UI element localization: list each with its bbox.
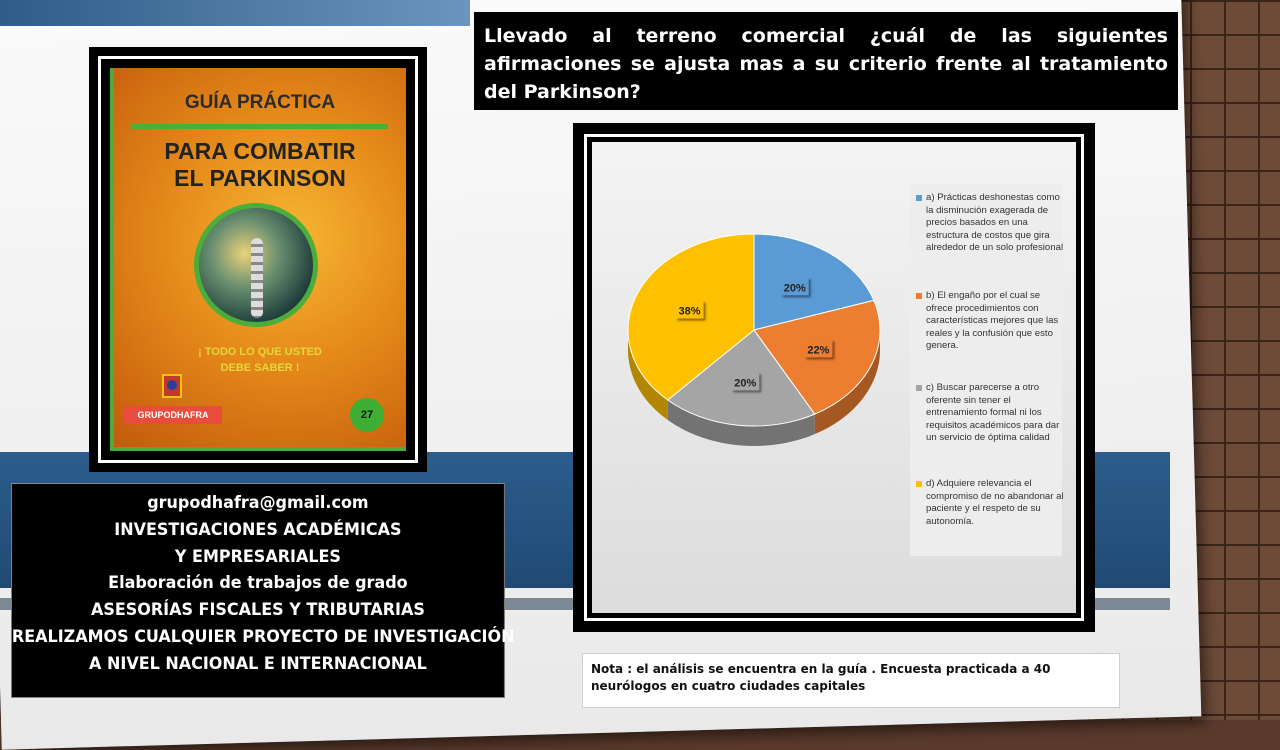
pie-label-a — [781, 277, 809, 295]
svg-text:20%: 20% — [783, 282, 806, 295]
book-title-line-2: EL PARKINSON — [174, 165, 346, 191]
contact-line-1: INVESTIGACIONES ACADÉMICAS — [114, 519, 402, 540]
book-badge: 27 — [350, 398, 384, 432]
contact-box — [11, 483, 515, 698]
contact-line-3: Elaboración de trabajos de grado — [108, 573, 408, 594]
legend-swatch-c — [916, 385, 922, 391]
contact-line-6: A NIVEL NACIONAL E INTERNACIONAL — [89, 653, 427, 674]
contact-email: grupodhafra@gmail.com — [147, 493, 369, 513]
pie-chart — [592, 142, 1076, 613]
question-title: Llevado al terreno comercial ¿cuál de las siguientes afirmaciones se ajusta mas a su criterio frente al tratamiento del Parkinson? — [474, 12, 1178, 110]
legend-item-c: c) Buscar parecerse a otro oferente sin tener el entrenamiento formal ni los requisitos académicos para dar un servicio de óptima calidad — [916, 382, 1066, 445]
legend-swatch-b — [916, 293, 922, 299]
book-divider — [132, 124, 388, 129]
chart-legend — [910, 184, 1062, 556]
pie-label-b — [804, 339, 832, 357]
book-tagline: ¡ TODO LO QUE USTED DEBE SABER ! — [198, 346, 322, 374]
publisher-logo-icon — [162, 374, 182, 398]
svg-text:20%: 20% — [734, 377, 757, 390]
book-kicker: GUÍA PRÁCTICA — [184, 92, 336, 113]
top-blue-stripe — [0, 0, 470, 26]
book-title — [114, 138, 406, 192]
survey-note: Nota : el análisis se encuentra en la guía . Encuesta practicada a 40 neurólogos en cuatro ciudades capitales — [582, 653, 1120, 708]
legend-item-d: d) Adquiere relevancia el compromiso de no abandonar al paciente y el respeto de su autonomía. — [916, 478, 1066, 528]
book-title-line-1: PARA COMBATIR — [164, 138, 356, 164]
book-cover-frame — [89, 47, 427, 472]
book-brand: GRUPODHAFRA — [124, 406, 222, 424]
pie-label-c — [731, 372, 759, 390]
contact-line-5: REALIZAMOS CUALQUIER PROYECTO DE INVESTIGACIÓN — [11, 626, 515, 647]
legend-item-b: b) El engaño por el cual se ofrece procedimientos con características mejores que las reales y la confusión que esto genera. — [916, 290, 1066, 353]
brain-spine-illustration — [194, 203, 318, 327]
contact-line-4: ASESORÍAS FISCALES Y TRIBUTARIAS — [90, 600, 425, 621]
legend-swatch-d — [916, 481, 922, 487]
svg-text:38%: 38% — [678, 305, 701, 318]
legend-swatch-a — [916, 195, 922, 201]
book-cover — [110, 68, 406, 451]
pie-label-d — [676, 301, 704, 319]
chart-frame — [573, 123, 1095, 632]
legend-item-a: a) Prácticas deshonestas como la disminución exagerada de precios basados en una estructura de costos que gira alrededor de un solo profesional — [916, 192, 1066, 255]
svg-text:22%: 22% — [807, 344, 830, 357]
contact-line-2: Y EMPRESARIALES — [174, 546, 341, 567]
